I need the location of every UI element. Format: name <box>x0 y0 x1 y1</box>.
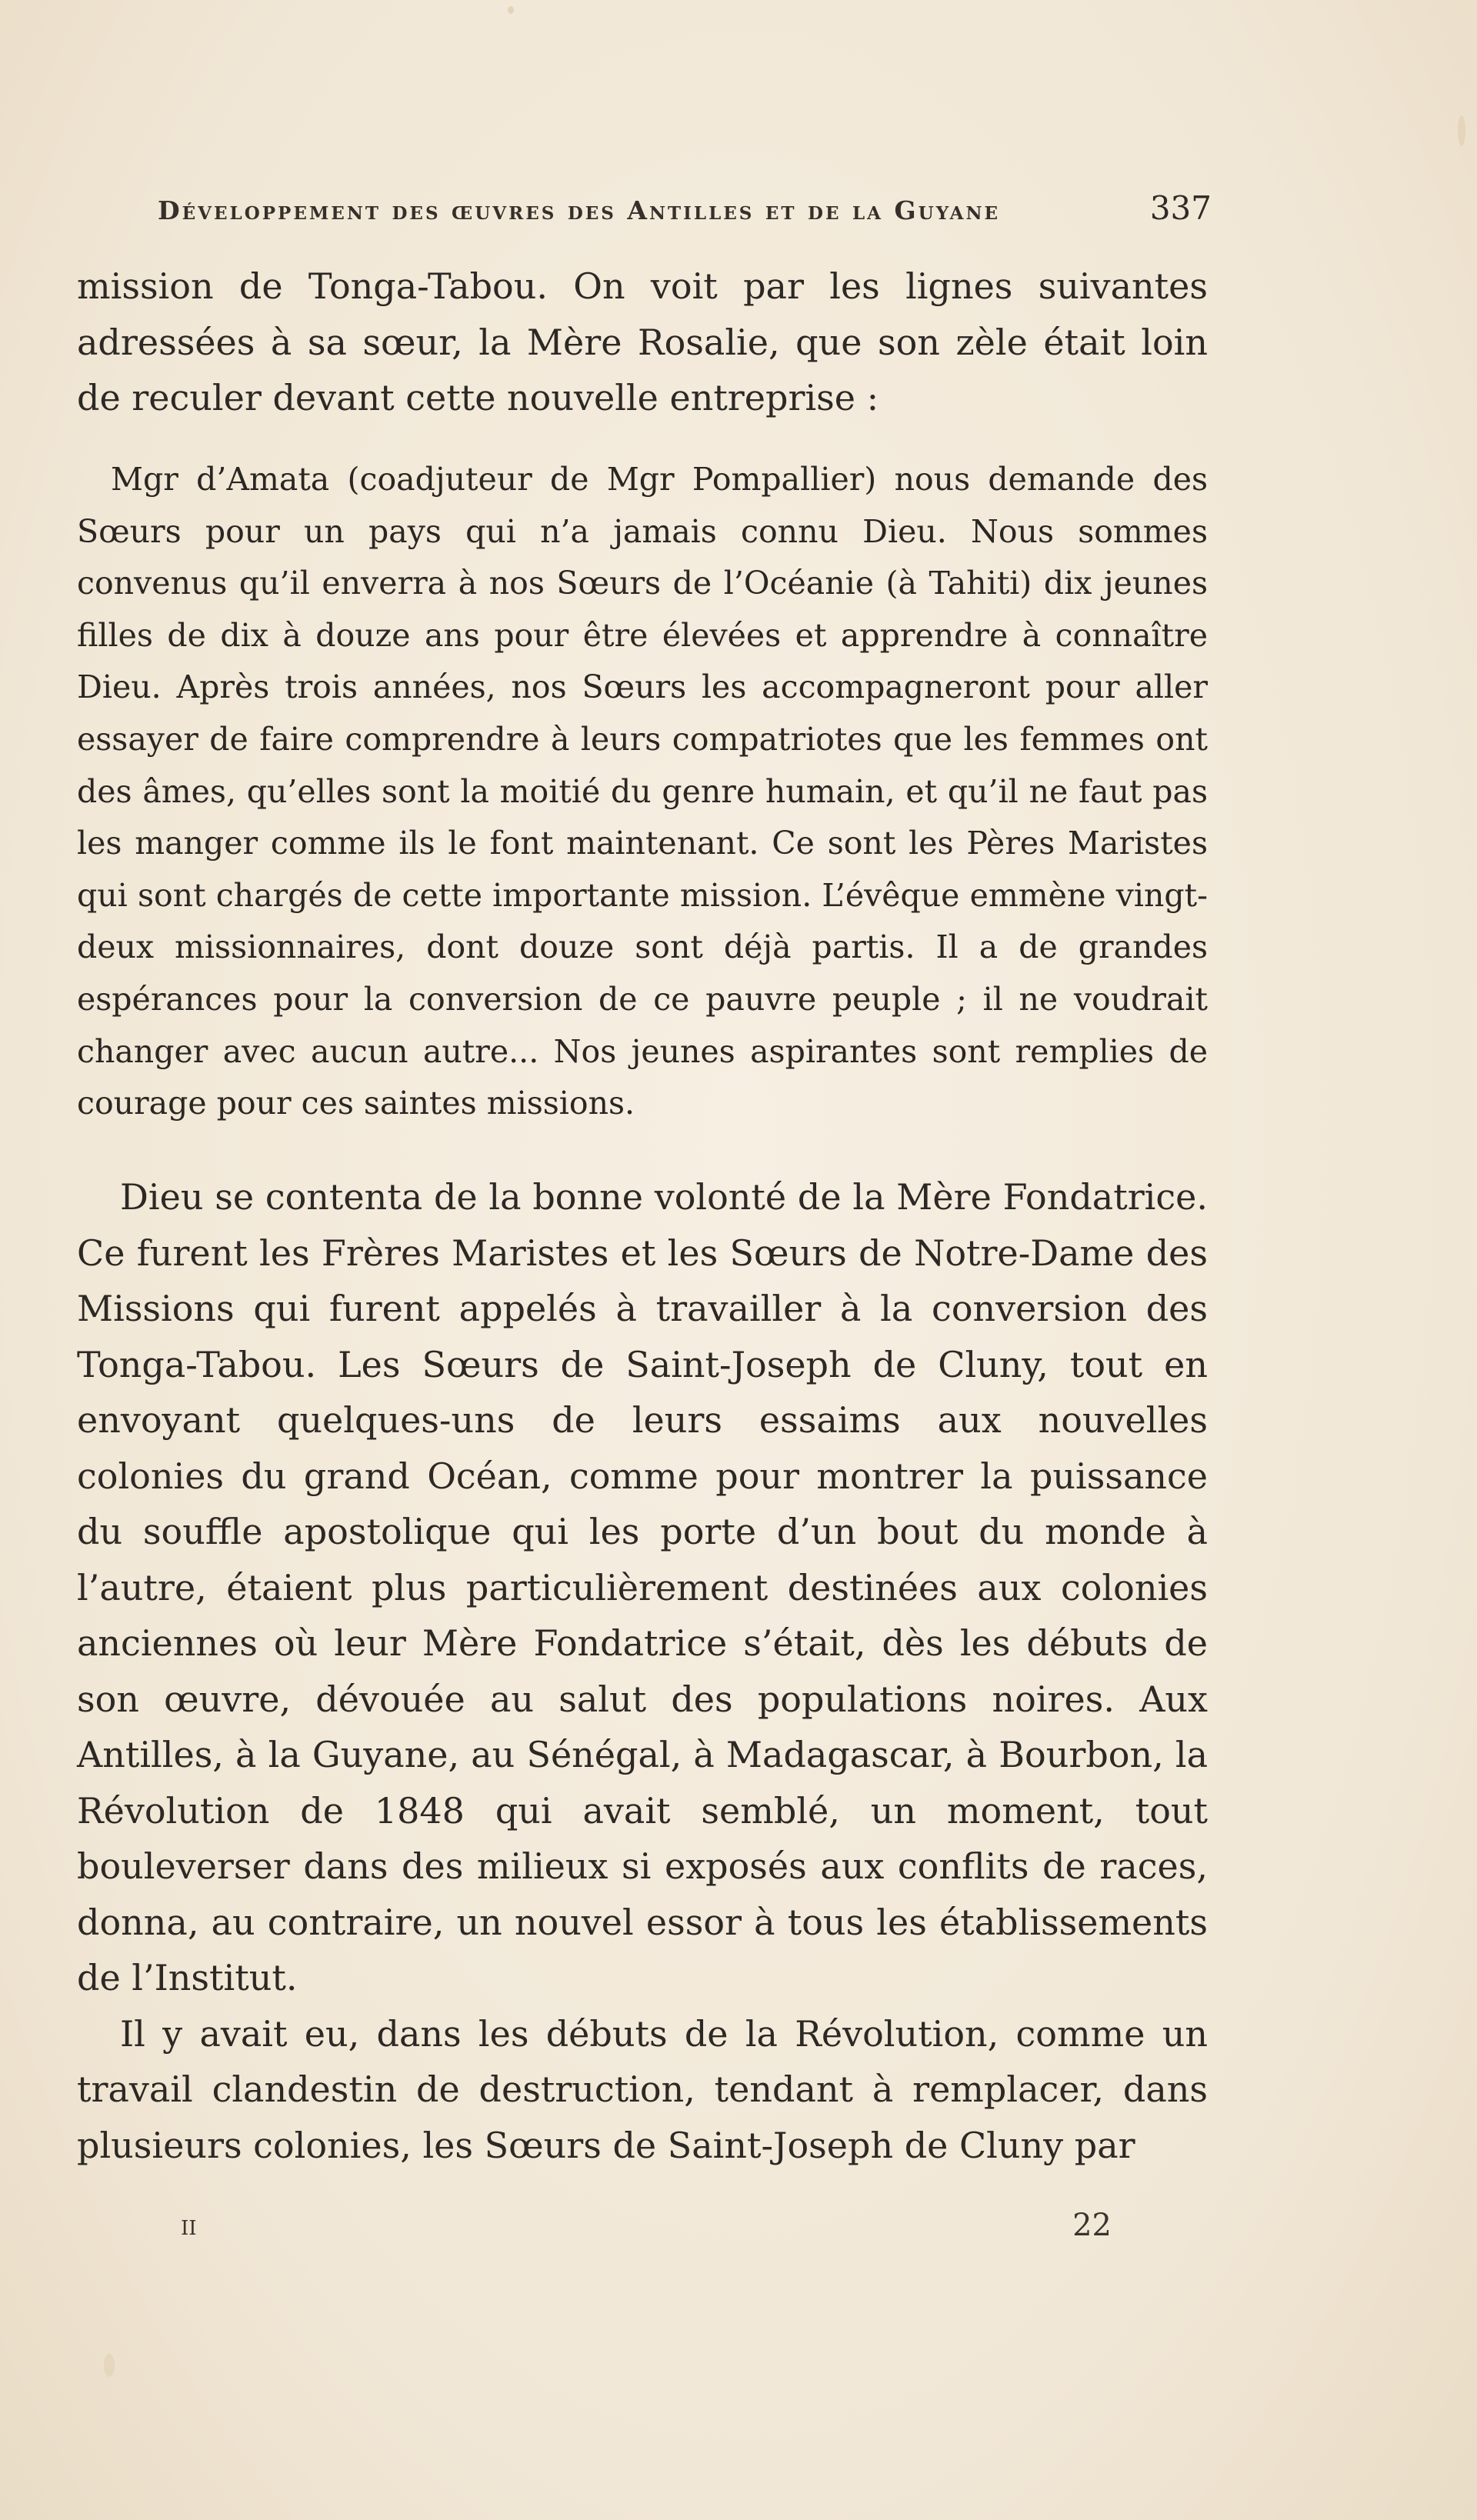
body-paragraph-1: Dieu se contenta de la bonne volonté de la Mère Fondatrice. Ce furent les Frères Maristes et les Sœurs de Notre-Dame des Missions qui furent appelés à travailler à la conversion des Tonga-Tabou. Les Sœurs de Saint-Joseph de Cluny, tout en envoyant quelques-uns de leurs essaims aux nouvelles colonies du grand Océan, comme pour montrer la puissance du souffle apostolique qui les porte d’un bout du monde à l’autre, étaient plus particulièrement destinées aux colonies anciennes où leur Mère Fondatrice s’était, dès les débuts de son œuvre, dévouée au salut des populations noires. Aux Antilles, à la Guyane, au Sénégal, à Madagascar, à Bourbon, la Révolution de 1848 qui avait semblé, un moment, tout bouleverser dans des milieux si exposés aux conflits de races, donna, au contraire, un nouvel essor à tous les établissements de l’Institut. <box>77 1176 1208 1998</box>
body-paragraph-2: Il y avait eu, dans les débuts de la Révolution, comme un travail clandestin de destruction, tendant à remplacer, dans plusieurs colonies, les Sœurs de Saint-Joseph de Cluny par <box>77 2012 1208 2166</box>
page-footer <box>158 2208 1112 2254</box>
page-number: 337 <box>1149 189 1212 227</box>
quoted-letter <box>77 454 1208 1130</box>
quote-paragraph: Mgr d’Amata (coadjuteur de Mgr Pompallier) nous demande des Sœurs pour un pays qui n’a jamais connu Dieu. Nous sommes convenus qu’il enverra à nos Sœurs de l’Océanie (à Tahiti) dix jeunes filles de dix à douze ans pour être élevées et apprendre à connaître Dieu. Après trois années, nos Sœurs les accompagneront pour aller essayer de faire comprendre à leurs compatriotes que les femmes ont des âmes, qu’elles sont la moitié du genre humain, et qu’il ne faut pas les manger comme ils le font maintenant. Ce sont les Pères Maristes qui sont chargés de cette importante mission. L’évêque emmène vingt-deux missionnaires, dont douze sont déjà partis. Il a de grandes espérances pour la conversion de ce pauvre peuple ; il ne voudrait changer avec aucun autre... Nos jeunes aspirantes sont remplies de courage pour ces saintes missions. <box>77 461 1208 1122</box>
intro-block <box>77 258 1208 426</box>
paper-stain <box>104 2354 115 2377</box>
main-text-block <box>77 1169 1208 2173</box>
signature-mark: II <box>181 2217 197 2240</box>
running-header <box>158 185 1212 231</box>
running-title: Développement des œuvres des Antilles et de la Guyane <box>158 195 1001 225</box>
paper-stain <box>1458 115 1465 146</box>
paper-stain <box>508 6 514 14</box>
intro-paragraph: mission de Tonga-Tabou. On voit par les lignes suivantes adressées à sa sœur, la Mère Rosalie, que son zèle était loin de reculer devant cette nouvelle entreprise : <box>77 265 1208 418</box>
sheet-number: 22 <box>1072 2208 1112 2243</box>
